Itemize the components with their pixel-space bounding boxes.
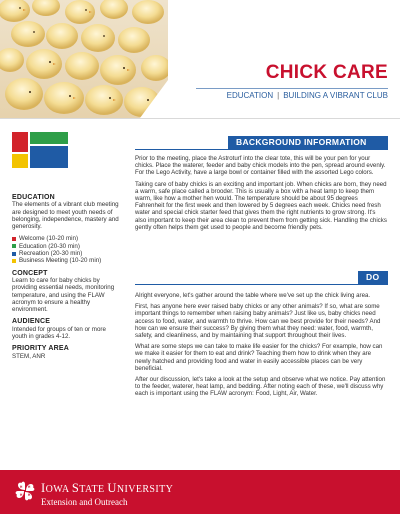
legend-business: Business Meeting (10-20 min): [12, 257, 120, 264]
four-leaf-clover-icon: [14, 480, 36, 502]
audience-heading: AUDIENCE: [12, 318, 51, 326]
concept-heading: CONCEPT: [12, 269, 48, 277]
legend-welcome: Welcome (10-20 min): [12, 235, 120, 242]
svg-text:H: H: [20, 493, 23, 497]
legend-swatch: [12, 252, 16, 256]
chicks-photo: [0, 0, 168, 118]
header-divider: [0, 118, 400, 119]
background-paragraph-2: Taking care of baby chicks is an exciting and important job. When chicks are born, they need a warm, safe place called a brooder. This is usually a box with a heat lamp to keep them warm, like how a mother hen would. The temperature should be about 95 degrees Fahrenheit for the first week and then lowered by 5 degrees each week. Chicks need fresh water and special chick starter feed that gives them the right nutrients to grow strong. It's also important to keep their area clean to prevent them from getting sick. Handling the chicks gently often helps them get used to people and become friendly pets.: [135, 180, 387, 231]
legend-swatch: [12, 237, 16, 241]
legend-swatch: [12, 244, 16, 248]
legend-education: Education (20-30 min): [12, 243, 120, 250]
background-heading: BACKGROUND INFORMATION: [228, 136, 388, 149]
blue-block: [30, 146, 68, 168]
green-block: [30, 132, 68, 144]
page-title: CHICK CARE: [265, 62, 388, 83]
background-body: [135, 155, 388, 235]
svg-text:H: H: [28, 493, 31, 497]
do-body: [135, 292, 388, 402]
subtitle-separator: |: [277, 91, 280, 100]
do-paragraph-3: What are some steps we can take to make life easier for the chicks? For example, how can we make it easier for them to eat and drink? Teaching them how to drink when they are newly hatched and providing food and water in easily accessible places can be very beneficial.: [135, 343, 383, 372]
university-name: IOWA STATE UNIVERSITY: [41, 481, 174, 495]
yellow-block: [12, 154, 28, 168]
sidebar: [12, 194, 120, 365]
legend-swatch: [12, 259, 16, 263]
chicks-illustration: [0, 0, 168, 118]
meeting-legend: [12, 235, 120, 264]
page-subtitle: [160, 91, 388, 100]
do-paragraph-4: After our discussion, let's take a look at the setup and observe what we notice. Pay attention to the feeder, waterer, heat lamp, and bedding. After noting each of these, we'll discuss why each is important using the FLAW acronym: Food, Light, Air, Water.: [135, 376, 386, 398]
subtitle-rule: [196, 88, 388, 89]
do-paragraph-1: Alright everyone, let's gather around the table where we've set up the chick living area.: [135, 292, 371, 299]
legend-recreation: Recreation (20-30 min): [12, 250, 120, 257]
red-block: [12, 132, 28, 152]
svg-text:H: H: [20, 485, 23, 489]
subtitle-series: BUILDING A VIBRANT CLUB: [283, 91, 388, 100]
subtitle-category: EDUCATION: [226, 91, 274, 100]
svg-text:H: H: [28, 485, 31, 489]
do-rule: [135, 284, 388, 285]
education-text: The elements of a vibrant club meeting are designed to meet youth needs of belonging, independence, mastery and generosity.: [12, 201, 119, 231]
background-rule: [135, 149, 388, 150]
club-elements-graphic: [12, 132, 68, 182]
extension-outreach: Extension and Outreach: [41, 497, 128, 507]
concept-text: Learn to care for baby chicks by providing essential needs, monitoring temperature, and using the FLAW acronym to ensure a healthy environment.: [12, 276, 115, 314]
do-heading: DO: [358, 271, 388, 284]
priority-area-text: STEM, ANR: [12, 352, 46, 360]
footer: [0, 470, 400, 514]
audience-text: Intended for groups of ten or more youth in grades 4-12.: [12, 325, 106, 341]
do-paragraph-2: First, has anyone here ever raised baby chicks or any other animals? If so, what are some important things to remember when raising baby animals? Just like us, baby chicks need access to food, water, and warmth to thrive. How can we best provide for their needs? And how can we ensure their success? By giving them what they need: water, food, warmth, safety, and cleanliness, and by maintaining that support throughout their lives.: [135, 303, 381, 340]
priority-area-heading: PRIORITY AREA: [12, 345, 70, 353]
background-paragraph-1: Prior to the meeting, place the Astroturf into the clear tote, this will be your pen for your chicks. Place the waterer, feeder and baby chick models into the pen, spread around evenly. For the Lego Activity, have a large bowl or container filled with the assorted Lego colors.: [135, 155, 386, 177]
education-heading: EDUCATION: [12, 194, 55, 201]
